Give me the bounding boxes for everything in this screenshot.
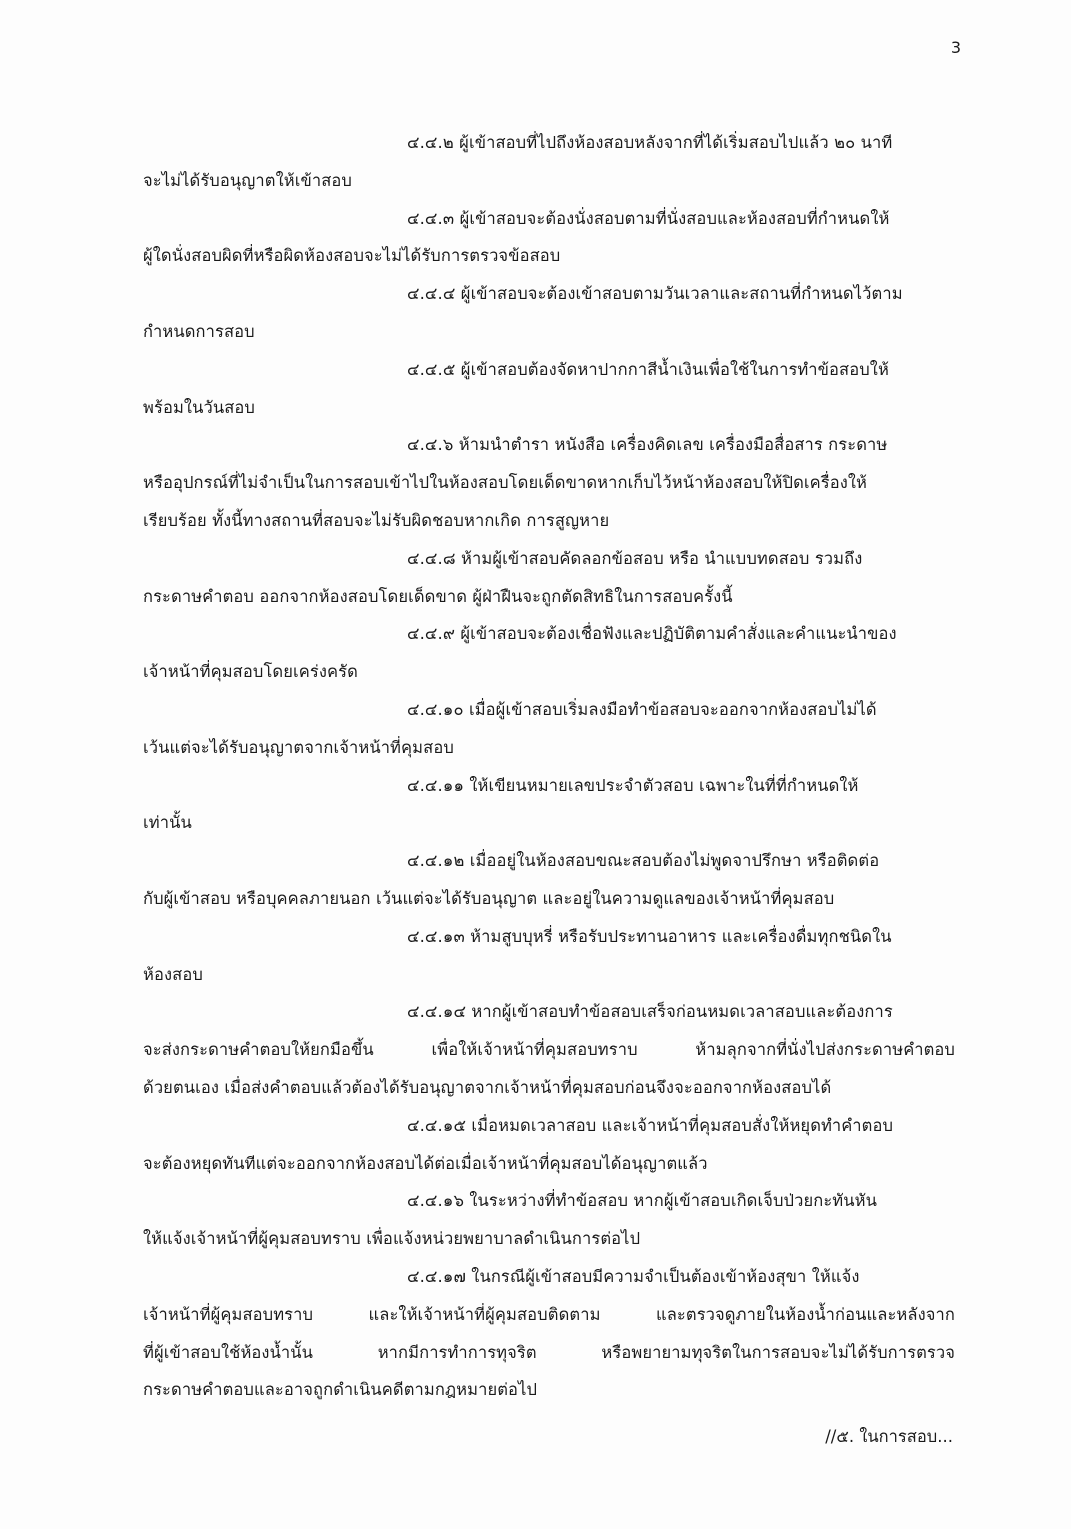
rule-item-first-line: ๔.๔.๑๓ ห้ามสูบบุหรี่ หรือรับประทานอาหาร และเครื่องดื่มทุกชนิดใน — [407, 926, 892, 946]
rule-item-continuation: ห้องสอบ — [143, 964, 203, 984]
rule-item-continuation: กับผู้เข้าสอบ หรือบุคคลภายนอก เว้นแต่จะได้รับอนุญาต และอยู่ในความดูแลของเจ้าหน้าที่คุมสอบ — [143, 888, 835, 908]
rule-item-first-line: ๔.๔.๑๑ ให้เขียนหมายเลขประจำตัวสอบ เฉพาะในที่ที่กำหนดให้ — [407, 775, 859, 795]
rule-item-first-line: ๔.๔.๕ ผู้เข้าสอบต้องจัดหาปากกาสีน้ำเงินเพื่อใช้ในการทำข้อสอบให้ — [407, 359, 889, 379]
rule-item-continuation: ที่ผู้เข้าสอบใช้ห้องน้ำนั้น หากมีการทำการทุจริต หรือพยายามทุจริตในการสอบจะไม่ได้รับการตรวจ — [143, 1342, 955, 1362]
rule-item-first-line: ๔.๔.๑๔ หากผู้เข้าสอบทำข้อสอบเสร็จก่อนหมดเวลาสอบและต้องการ — [407, 1002, 893, 1022]
rule-item-first-line: ๔.๔.๘ ห้ามผู้เข้าสอบคัดลอกข้อสอบ หรือ นำแบบทดสอบ รวมถึง — [407, 548, 863, 568]
continuation-footer: //๕. ในการสอบ... — [825, 1427, 953, 1446]
rule-item-continuation: เท่านั้น — [143, 813, 192, 833]
rules-list — [143, 124, 955, 1409]
rule-item-continuation: จะไม่ได้รับอนุญาตให้เข้าสอบ — [143, 170, 352, 190]
rule-item-continuation: กระดาษคำตอบ ออกจากห้องสอบโดยเด็ดขาด ผู้ฝ่าฝืนจะถูกตัดสิทธิในการสอบครั้งนี้ — [143, 586, 733, 606]
rule-item-first-line: ๔.๔.๑๒ เมื่ออยู่ในห้องสอบขณะสอบต้องไม่พูดจาปรึกษา หรือติดต่อ — [407, 851, 880, 871]
rule-item-first-line: ๔.๔.๖ ห้ามนำตำรา หนังสือ เครื่องคิดเลข เครื่องมือสื่อสาร กระดาษ — [407, 435, 888, 455]
rule-item-continuation: พร้อมในวันสอบ — [143, 397, 255, 417]
rule-item-first-line: ๔.๔.๒ ผู้เข้าสอบที่ไปถึงห้องสอบหลังจากที่ได้เริ่มสอบไปแล้ว ๒๐ นาที — [407, 133, 893, 152]
rule-item-continuation: เจ้าหน้าที่คุมสอบโดยเคร่งครัด — [143, 662, 358, 682]
rule-item-first-line: ๔.๔.๓ ผู้เข้าสอบจะต้องนั่งสอบตามที่นั่งสอบและห้องสอบที่กำหนดให้ — [407, 208, 890, 228]
rule-item-first-line: ๔.๔.๑๖ ในระหว่างที่ทำข้อสอบ หากผู้เข้าสอบเกิดเจ็บป่วยกะทันหัน — [407, 1191, 878, 1211]
rule-item-continuation: ผู้ใดนั่งสอบผิดที่หรือผิดห้องสอบจะไม่ได้รับการตรวจข้อสอบ — [143, 246, 561, 266]
rule-item-first-line: ๔.๔.๑๐ เมื่อผู้เข้าสอบเริ่มลงมือทำข้อสอบจะออกจากห้องสอบไม่ได้ — [407, 699, 877, 719]
rule-item-first-line: ๔.๔.๑๗ ในกรณีผู้เข้าสอบมีความจำเป็นต้องเข้าห้องสุขา ให้แจ้ง — [407, 1266, 860, 1286]
rule-item-first-line: ๔.๔.๔ ผู้เข้าสอบจะต้องเข้าสอบตามวันเวลาและสถานที่กำหนดไว้ตาม — [407, 284, 903, 304]
rule-item-continuation: กระดาษคำตอบและอาจถูกดำเนินคดีตามกฎหมายต่อไป — [143, 1380, 538, 1400]
page-number: 3 — [950, 38, 961, 57]
rule-item-continuation: ด้วยตนเอง เมื่อส่งคำตอบแล้วต้องได้รับอนุญาตจากเจ้าหน้าที่คุมสอบก่อนจึงจะออกจากห้องสอบได้ — [143, 1077, 832, 1097]
rule-item-continuation: จะส่งกระดาษคำตอบให้ยกมือขึ้น เพื่อให้เจ้าหน้าที่คุมสอบทราบ ห้ามลุกจากที่นั่งไปส่งกระดาษคำตอบ — [143, 1040, 955, 1060]
rule-item-first-line: ๔.๔.๑๕ เมื่อหมดเวลาสอบ และเจ้าหน้าที่คุมสอบสั่งให้หยุดทำคำตอบ — [407, 1115, 894, 1135]
rule-item-continuation: เรียบร้อย ทั้งนี้ทางสถานที่สอบจะไม่รับผิดชอบหากเกิด การสูญหาย — [143, 510, 610, 530]
rule-item-continuation: จะต้องหยุดทันทีแต่จะออกจากห้องสอบได้ต่อเมื่อเจ้าหน้าที่คุมสอบได้อนุญาตแล้ว — [143, 1153, 708, 1173]
rule-item-continuation: กำหนดการสอบ — [143, 321, 255, 341]
rule-item-continuation: เว้นแต่จะได้รับอนุญาตจากเจ้าหน้าที่คุมสอบ — [143, 737, 454, 757]
rule-item-continuation: เจ้าหน้าที่ผู้คุมสอบทราบ และให้เจ้าหน้าที่ผู้คุมสอบติดตาม และตรวจดูภายในห้องน้ำก่อนและหลังจาก — [143, 1304, 955, 1324]
rule-item-first-line: ๔.๔.๙ ผู้เข้าสอบจะต้องเชื่อฟังและปฏิบัติตามคำสั่งและคำแนะนำของ — [407, 624, 897, 644]
rule-item-continuation: ให้แจ้งเจ้าหน้าที่ผู้คุมสอบทราบ เพื่อแจ้งหน่วยพยาบาลดำเนินการต่อไป — [143, 1229, 641, 1249]
rule-item-continuation: หรืออุปกรณ์ที่ไม่จำเป็นในการสอบเข้าไปในห้องสอบโดยเด็ดขาดหากเก็บไว้หน้าห้องสอบให้ปิดเครื่องให้ — [143, 473, 868, 493]
